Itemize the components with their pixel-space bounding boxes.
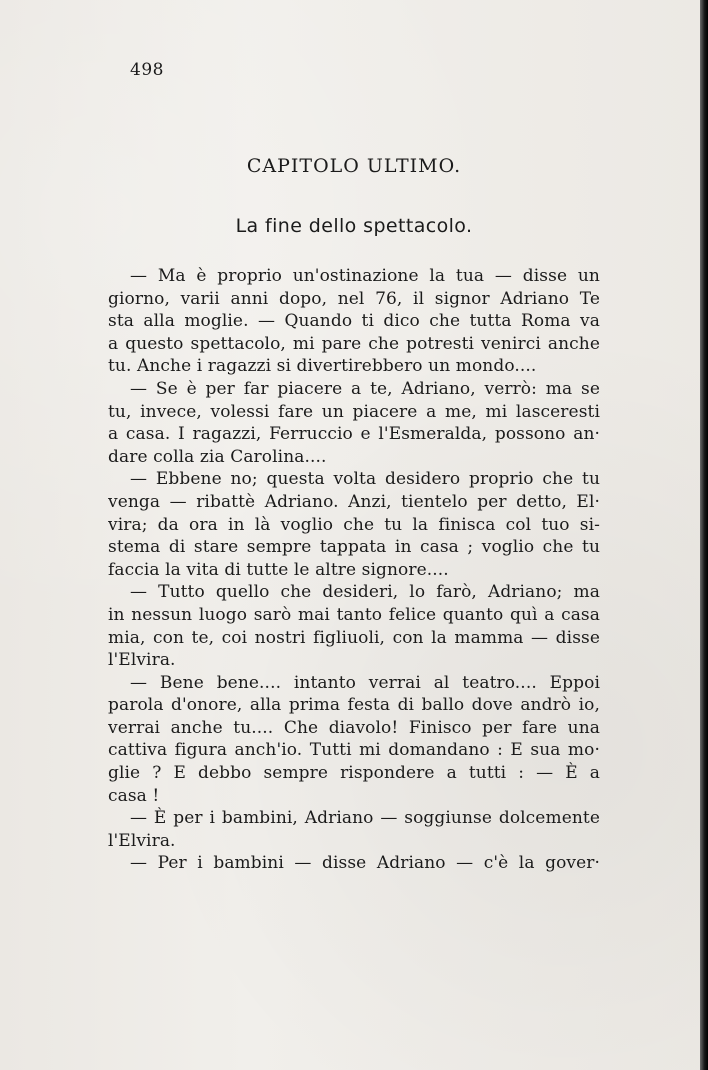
text-line: in nessun luogo sarò mai tanto felice quanto quì a casa: [108, 604, 600, 625]
body-text: [108, 265, 600, 875]
text-line: a questo spettacolo, mi pare che potresti venirci anche: [108, 333, 600, 354]
text-line: verrai anche tu.... Che diavolo! Finisco per fare una: [108, 717, 600, 738]
text-line: stema di stare sempre tappata in casa ; voglio che tu: [108, 537, 600, 558]
text-line: — Bene bene.... intanto verrai al teatro.... Eppoi: [130, 672, 600, 693]
text-line: — Per i bambini — disse Adriano — c'è la gover·: [130, 853, 600, 874]
text-line: glie ? E debbo sempre rispondere a tutti : — È a: [108, 763, 600, 784]
text-line: casa !: [108, 785, 160, 806]
text-line: parola d'onore, alla prima festa di ballo dove andrò io,: [108, 695, 600, 716]
chapter-subtitle: La fine dello spettacolo.: [235, 215, 473, 237]
text-line: mia, con te, coi nostri figliuoli, con la mamma — disse: [108, 627, 600, 648]
text-line: — Ma è proprio un'ostinazione la tua — disse un: [130, 266, 600, 286]
text-line: faccia la vita di tutte le altre signore....: [108, 559, 449, 580]
text-line: — Se è per far piacere a te, Adriano, verrò: ma se: [130, 378, 600, 399]
text-line: l'Elvira.: [108, 830, 176, 851]
text-line: venga — ribattè Adriano. Anzi, tientelo per detto, El·: [108, 491, 600, 512]
text-line: — È per i bambini, Adriano — soggiunse dolcemente: [130, 808, 600, 829]
text-line: — Ebbene no; questa volta desidero proprio che tu: [130, 469, 600, 490]
text-line: vira; da ora in là voglio che tu la finisca col tuo si-: [108, 514, 600, 535]
page-number: 498: [130, 60, 164, 80]
text-line: sta alla moglie. — Quando ti dico che tutta Roma va: [108, 311, 600, 332]
text-line: tu. Anche i ragazzi si divertirebbero un mondo....: [108, 356, 537, 377]
text-line: l'Elvira.: [108, 650, 176, 671]
text-line: giorno, varii anni dopo, nel 76, il signor Adriano Te: [108, 288, 600, 309]
text-line: a casa. I ragazzi, Ferruccio e l'Esmeralda, possono an·: [108, 424, 600, 445]
text-line: — Tutto quello che desideri, lo farò, Adriano; ma: [130, 582, 600, 603]
page-edge-shadow: [700, 0, 708, 1070]
text-line: dare colla zia Carolina....: [108, 446, 327, 467]
chapter-title: CAPITOLO ULTIMO.: [246, 155, 462, 177]
text-line: cattiva figura anch'io. Tutti mi domandano : E sua mo·: [108, 740, 600, 761]
text-line: tu, invece, volessi fare un piacere a me, mi lasceresti: [108, 401, 600, 422]
